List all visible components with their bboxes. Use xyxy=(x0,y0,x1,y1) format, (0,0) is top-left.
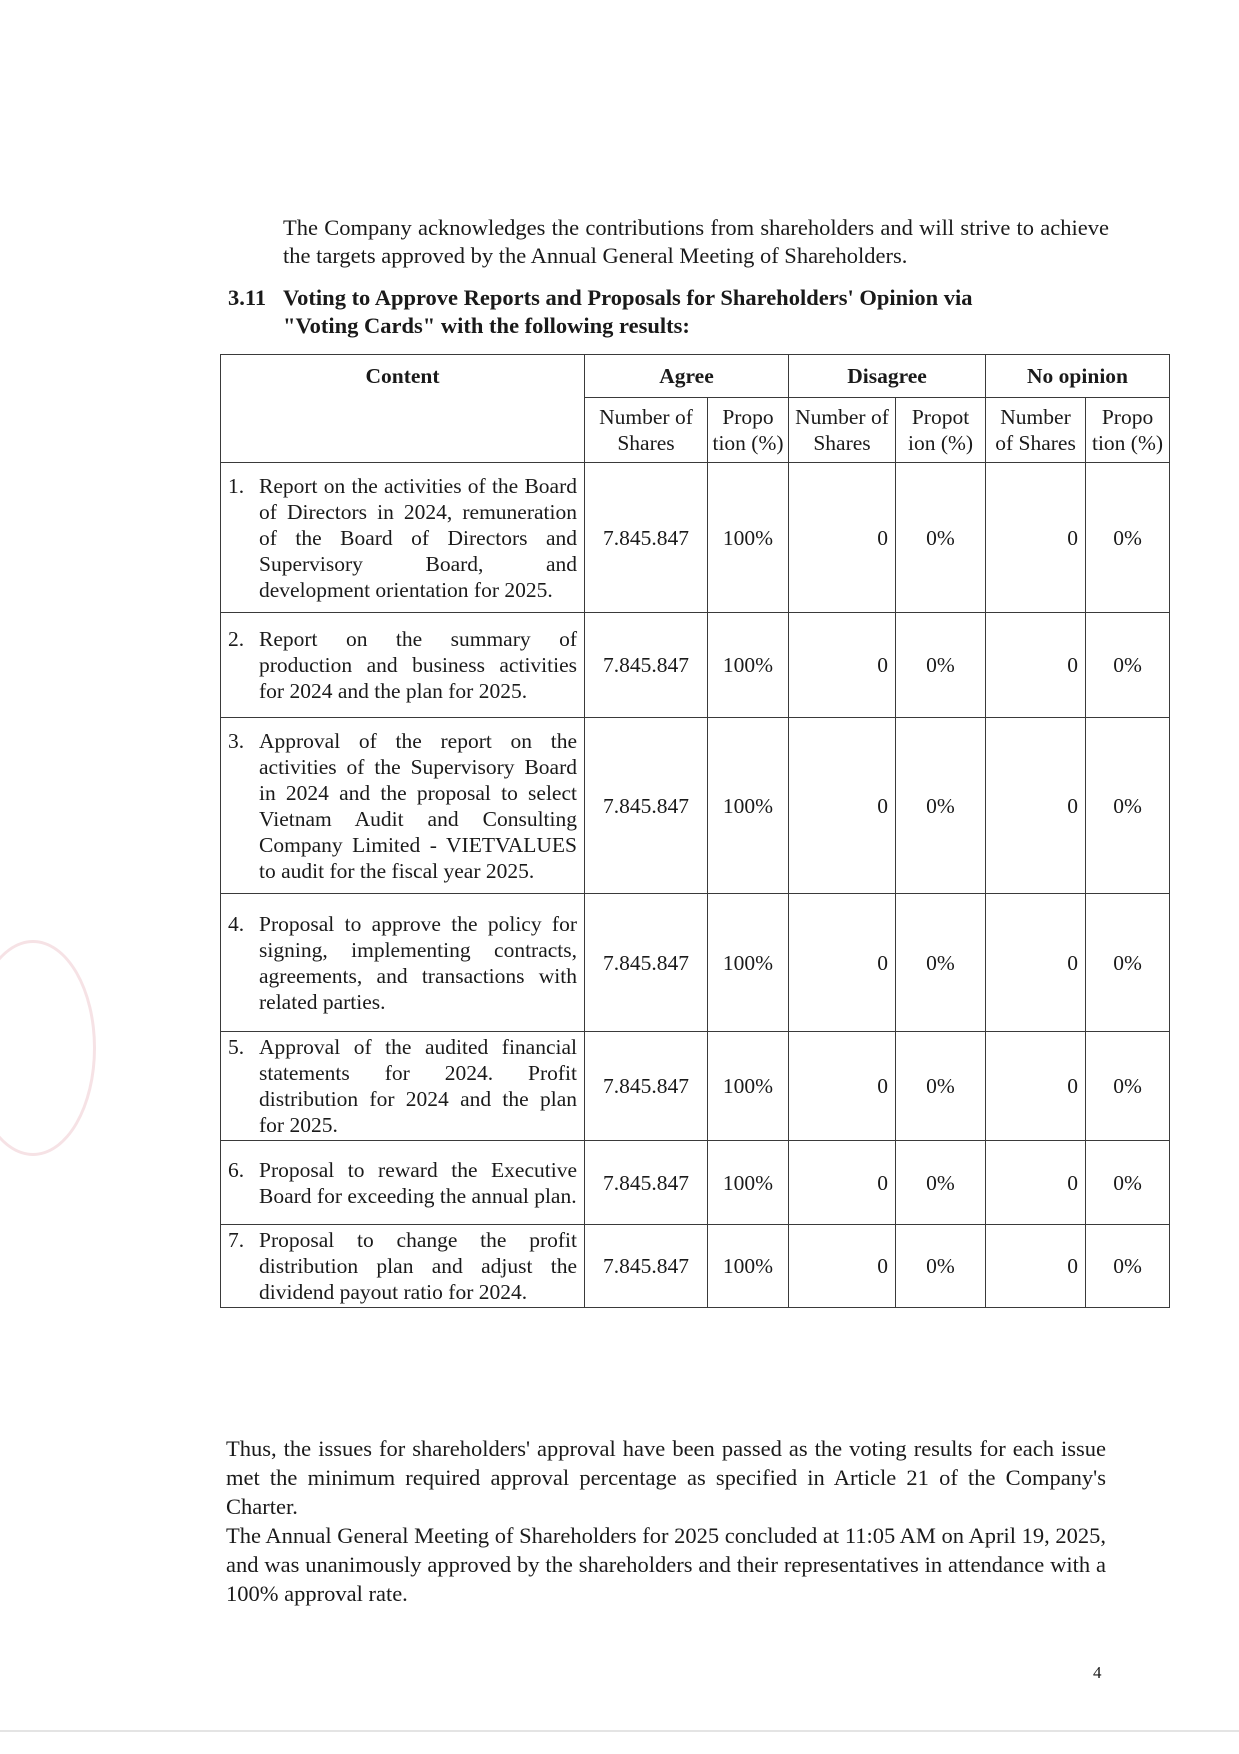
agree-proportion-cell: 100% xyxy=(708,894,789,1032)
row-content xyxy=(221,463,585,613)
row-content xyxy=(221,1225,585,1308)
row-number: 5. xyxy=(228,1035,245,1059)
header-disagree-proportion: Propot ion (%) xyxy=(896,398,986,463)
agree-proportion-cell: 100% xyxy=(708,1032,789,1141)
header-no-opinion: No opinion xyxy=(986,355,1170,398)
noop-proportion-cell: 0% xyxy=(1086,613,1170,718)
agree-shares-cell: 7.845.847 xyxy=(585,894,708,1032)
row-content xyxy=(221,894,585,1032)
agree-shares-cell: 7.845.847 xyxy=(585,463,708,613)
agree-proportion-cell: 100% xyxy=(708,718,789,894)
noop-proportion-cell: 0% xyxy=(1086,1225,1170,1308)
row-text: Approval of the audited financial statements for 2024. Profit distribution for 2024 and the plan for 2025. xyxy=(259,1035,577,1137)
noop-shares-cell: 0 xyxy=(986,1032,1086,1141)
table-row xyxy=(221,894,1170,1032)
agree-shares-cell: 7.845.847 xyxy=(585,613,708,718)
header-agree-proportion: Propo tion (%) xyxy=(708,398,789,463)
row-text: Approval of the report on the activities of the Supervisory Board in 2024 and the proposal to select Vietnam Audit and Consulting Company Limited - VIETVALUES to audit for the fiscal year 2025. xyxy=(259,728,577,883)
header-noop-shares: Number of Shares xyxy=(986,398,1086,463)
page-bottom-edge xyxy=(0,1730,1239,1732)
noop-proportion-cell: 0% xyxy=(1086,894,1170,1032)
noop-proportion-cell: 0% xyxy=(1086,1141,1170,1225)
noop-shares-cell: 0 xyxy=(986,1141,1086,1225)
noop-shares-cell: 0 xyxy=(986,894,1086,1032)
row-content xyxy=(221,613,585,718)
disagree-proportion-cell: 0% xyxy=(896,463,986,613)
disagree-proportion-cell: 0% xyxy=(896,1225,986,1308)
disagree-shares-cell: 0 xyxy=(789,1141,896,1225)
row-number: 2. xyxy=(228,627,245,651)
header-agree: Agree xyxy=(585,355,789,398)
row-number: 1. xyxy=(228,473,245,498)
faded-seal-stamp xyxy=(0,940,96,1156)
noop-shares-cell: 0 xyxy=(986,718,1086,894)
section-number: 3.11 xyxy=(228,285,267,310)
agree-shares-cell: 7.845.847 xyxy=(585,1141,708,1225)
header-agree-shares: Number of Shares xyxy=(585,398,708,463)
row-content xyxy=(221,718,585,894)
voting-results-table xyxy=(220,354,1170,1308)
noop-shares-cell: 0 xyxy=(986,463,1086,613)
section-title-line2: "Voting Cards" with the following results: xyxy=(283,313,690,338)
row-number: 6. xyxy=(228,1157,245,1182)
table-row xyxy=(221,1141,1170,1225)
row-text: Proposal to approve the policy for signing, implementing contracts, agreements, and transactions with related parties. xyxy=(259,911,577,1014)
agree-proportion-cell: 100% xyxy=(708,1225,789,1308)
row-number: 7. xyxy=(228,1228,245,1252)
disagree-shares-cell: 0 xyxy=(789,1225,896,1308)
conclusion-paragraph-2: The Annual General Meeting of Shareholders for 2025 concluded at 11:05 AM on April 19, 2025, and was unanimously approved by the shareholders and their representatives in attendance with a 100% approval rate. xyxy=(226,1523,1106,1606)
noop-shares-cell: 0 xyxy=(986,613,1086,718)
noop-proportion-cell: 0% xyxy=(1086,463,1170,613)
noop-proportion-cell: 0% xyxy=(1086,1032,1170,1141)
agree-shares-cell: 7.845.847 xyxy=(585,1032,708,1141)
agree-shares-cell: 7.845.847 xyxy=(585,1225,708,1308)
conclusion-paragraph-1: Thus, the issues for shareholders' approval have been passed as the voting results for each issue met the minimum required approval percentage as specified in Article 21 of the Company's Charter. xyxy=(226,1436,1106,1519)
header-disagree: Disagree xyxy=(789,355,986,398)
disagree-proportion-cell: 0% xyxy=(896,1141,986,1225)
table-row xyxy=(221,1225,1170,1308)
table-row xyxy=(221,718,1170,894)
disagree-proportion-cell: 0% xyxy=(896,1032,986,1141)
row-number: 3. xyxy=(228,728,245,753)
table-body xyxy=(221,463,1170,1308)
table-row xyxy=(221,1032,1170,1141)
agree-proportion-cell: 100% xyxy=(708,1141,789,1225)
header-row-groups xyxy=(221,355,1170,398)
agree-shares-cell: 7.845.847 xyxy=(585,718,708,894)
conclusion xyxy=(226,1434,1106,1608)
disagree-proportion-cell: 0% xyxy=(896,613,986,718)
row-text: Proposal to change the profit distribution plan and adjust the dividend payout ratio for 2024. xyxy=(259,1228,577,1304)
section-heading xyxy=(228,284,1108,340)
table-row xyxy=(221,613,1170,718)
disagree-shares-cell: 0 xyxy=(789,1032,896,1141)
disagree-shares-cell: 0 xyxy=(789,894,896,1032)
row-content xyxy=(221,1141,585,1225)
section-title-line1: Voting to Approve Reports and Proposals for Shareholders' Opinion via xyxy=(283,285,973,310)
disagree-shares-cell: 0 xyxy=(789,613,896,718)
row-number: 4. xyxy=(228,911,245,936)
noop-shares-cell: 0 xyxy=(986,1225,1086,1308)
agree-proportion-cell: 100% xyxy=(708,613,789,718)
header-content: Content xyxy=(221,355,585,463)
intro-paragraph: The Company acknowledges the contributions from shareholders and will strive to achieve the targets approved by the Annual General Meeting of Shareholders. xyxy=(283,215,1109,268)
header-noop-proportion: Propo tion (%) xyxy=(1086,398,1170,463)
disagree-shares-cell: 0 xyxy=(789,463,896,613)
disagree-proportion-cell: 0% xyxy=(896,894,986,1032)
row-text: Report on the activities of the Board of Directors in 2024, remuneration of the Board of Directors and Supervisory Board, and development orientation for 2025. xyxy=(259,473,577,602)
noop-proportion-cell: 0% xyxy=(1086,718,1170,894)
page-number: 4 xyxy=(1093,1663,1102,1682)
row-text: Report on the summary of production and business activities for 2024 and the plan for 2025. xyxy=(259,627,577,703)
disagree-shares-cell: 0 xyxy=(789,718,896,894)
row-content xyxy=(221,1032,585,1141)
header-disagree-shares: Number of Shares xyxy=(789,398,896,463)
table-row xyxy=(221,463,1170,613)
disagree-proportion-cell: 0% xyxy=(896,718,986,894)
row-text: Proposal to reward the Executive Board for exceeding the annual plan. xyxy=(259,1157,577,1208)
agree-proportion-cell: 100% xyxy=(708,463,789,613)
